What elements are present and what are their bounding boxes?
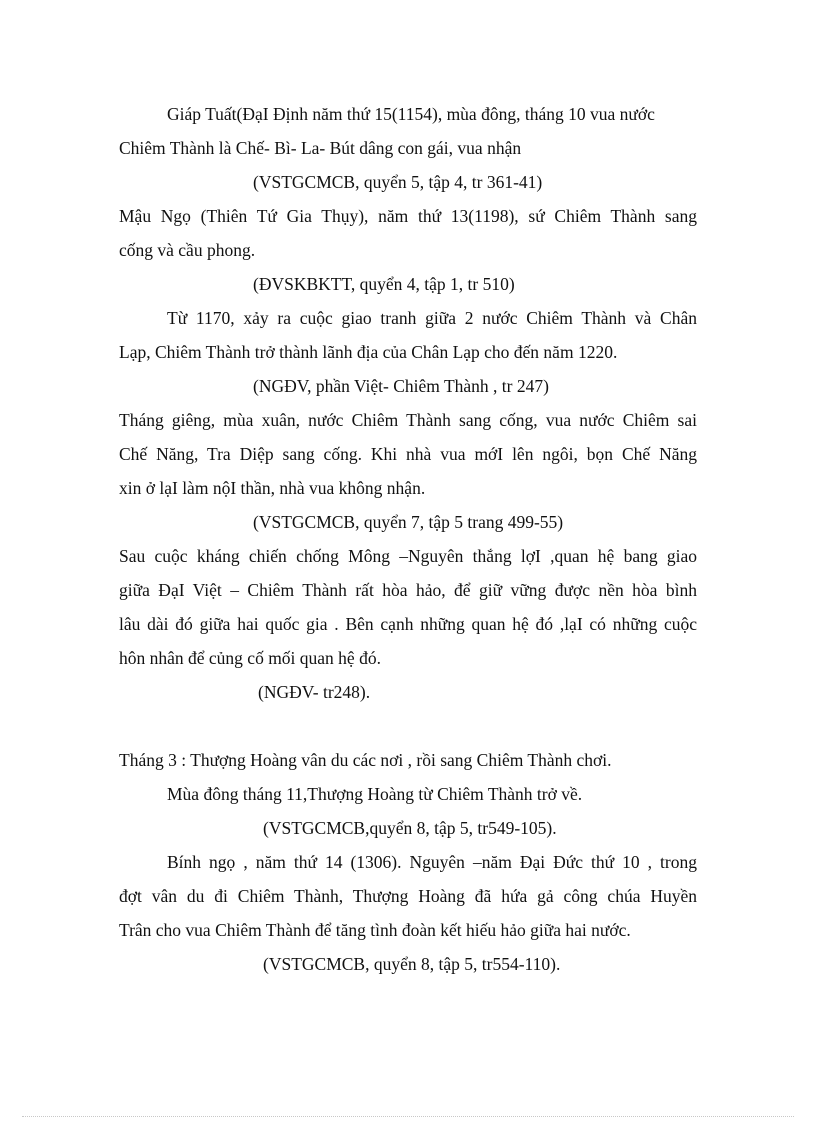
text-line: xin ở lạI làm nộI thần, nhà vua không nhận. [119,478,426,498]
text-line: lâu dài đó giữa hai quốc gia . Bên cạnh những quan hệ đó ,lạI có những cuộc [119,614,697,634]
text-line: đợt vân du đi Chiêm Thành, Thượng Hoàng đã hứa gả công chúa Huyền [119,886,697,906]
text-line: Giáp Tuất(ĐạI Định năm thứ 15(1154), mùa đông, tháng 10 vua nước [167,104,655,124]
text-line: Lạp, Chiêm Thành trở thành lãnh địa của Chân Lạp cho đến năm 1220. [119,342,618,362]
text-line: cống và cầu phong. [119,240,256,260]
citation: (VSTGCMCB, quyển 7, tập 5 trang 499-55) [253,512,564,532]
text-line: hôn nhân để củng cố mối quan hệ đó. [119,648,381,668]
text-line: Bính ngọ , năm thứ 14 (1306). Nguyên –năm Đại Đức thứ 10 , trong [167,852,697,872]
text-line: Mùa đông tháng 11,Thượng Hoàng từ Chiêm Thành trở về. [167,784,583,804]
text-line: Trân cho vua Chiêm Thành để tăng tình đoàn kết hiếu hảo giữa hai nước. [119,920,631,940]
text-line: Chiêm Thành là Chế- Bì- La- Bút dâng con gái, vua nhận [119,138,522,158]
citation: (VSTGCMCB, quyển 5, tập 4, tr 361-41) [253,172,543,192]
text-line: Tháng giêng, mùa xuân, nước Chiêm Thành sang cống, vua nước Chiêm sai [119,410,697,430]
text-line: giữa ĐạI Việt – Chiêm Thành rất hòa hảo, để giữ vững được nền hòa bình [119,580,697,600]
citation: (VSTGCMCB, quyển 8, tập 5, tr554-110). [263,954,561,974]
text-line: Chế Năng, Tra Diệp sang cống. Khi nhà vua mớI lên ngôi, bọn Chế Năng [119,444,697,464]
citation: (NGĐV- tr248). [258,682,371,702]
text-line: Mậu Ngọ (Thiên Tứ Gia Thụy), năm thứ 13(1198), sứ Chiêm Thành sang [119,206,697,226]
text-line: Tháng 3 : Thượng Hoàng vân du các nơi , rồi sang Chiêm Thành chơi. [119,750,612,770]
citation: (ĐVSKBKTT, quyển 4, tập 1, tr 510) [253,274,515,294]
page-divider [22,1116,794,1117]
text-line: Sau cuộc kháng chiến chống Mông –Nguyên thắng lợI ,quan hệ bang giao [119,546,697,566]
citation: (NGĐV, phần Việt- Chiêm Thành , tr 247) [253,376,549,396]
text-line: Từ 1170, xảy ra cuộc giao tranh giữa 2 nước Chiêm Thành và Chân [167,308,697,328]
citation: (VSTGCMCB,quyển 8, tập 5, tr549-105). [263,818,557,838]
